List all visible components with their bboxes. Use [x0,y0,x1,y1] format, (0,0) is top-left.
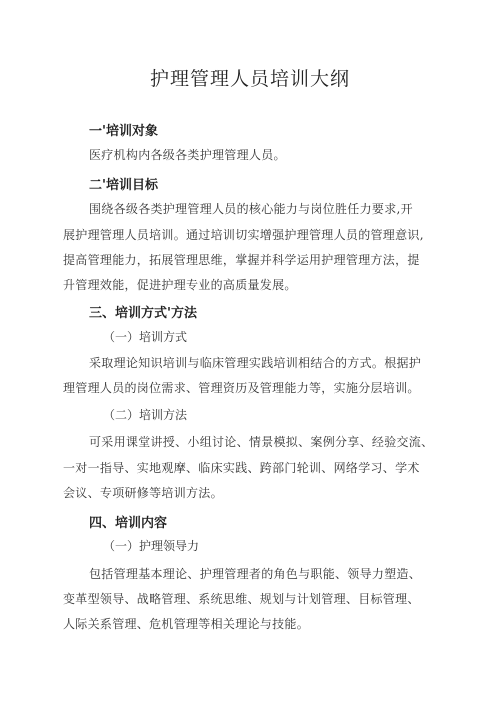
paragraph-line: 理管理人员的岗位需求、管理资历及管理能力等，实施分层培训。 [63,381,420,395]
subsection-heading: （二）培训方法 [103,408,188,422]
paragraph-line: 医疗机构内各级各类护理管理人员。 [89,148,286,162]
paragraph-line: 提高管理能力，拓展管理思维，掌握并科学运用护理管理方法，提 [63,253,420,267]
paragraph-line: 采取理论知识培训与临床管理实践培训相结合的方式。根据护 [89,356,422,370]
section-heading-training-content: 四、培训内容 [89,516,168,531]
paragraph-line: 升管理效能，促进护理专业的高质量发展。 [63,278,297,292]
paragraph-line: 包括管理基本理论、护理管理者的角色与职能、领导力塑造、 [89,567,422,581]
section-heading-training-methods: 三、培训方式'方法 [89,306,197,321]
subsection-heading: （一）培训方式 [103,330,188,344]
subsection-heading: （一）护理领导力 [103,539,200,553]
section-heading-training-goal: 二'培训目标 [89,178,158,193]
paragraph-line: 可采用课堂讲授、小组讨论、情景模拟、案例分享、经验交流、 [89,435,434,449]
paragraph-line: 会议、专项研修等培训方法。 [63,486,223,500]
paragraph-line: 一对一指导、实地观摩、临床实践、跨部门轮训、网络学习、学术 [63,461,420,475]
paragraph-line: 人际关系管理、危机管理等相关理论与技能。 [63,617,310,631]
paragraph-line: 围绕各级各类护理管理人员的核心能力与岗位胜任力要求,开 [89,202,413,216]
section-heading-training-target: 一'培训对象 [89,124,158,139]
paragraph-line: 变革型领导、战略管理、系统思维、规划与计划管理、目标管理、 [63,592,420,606]
document-title: 护理管理人员培训大纲 [149,68,350,90]
paragraph-line: 展护理管理人员培训。通过培训切实增强护理管理人员的管理意识, [63,228,424,242]
